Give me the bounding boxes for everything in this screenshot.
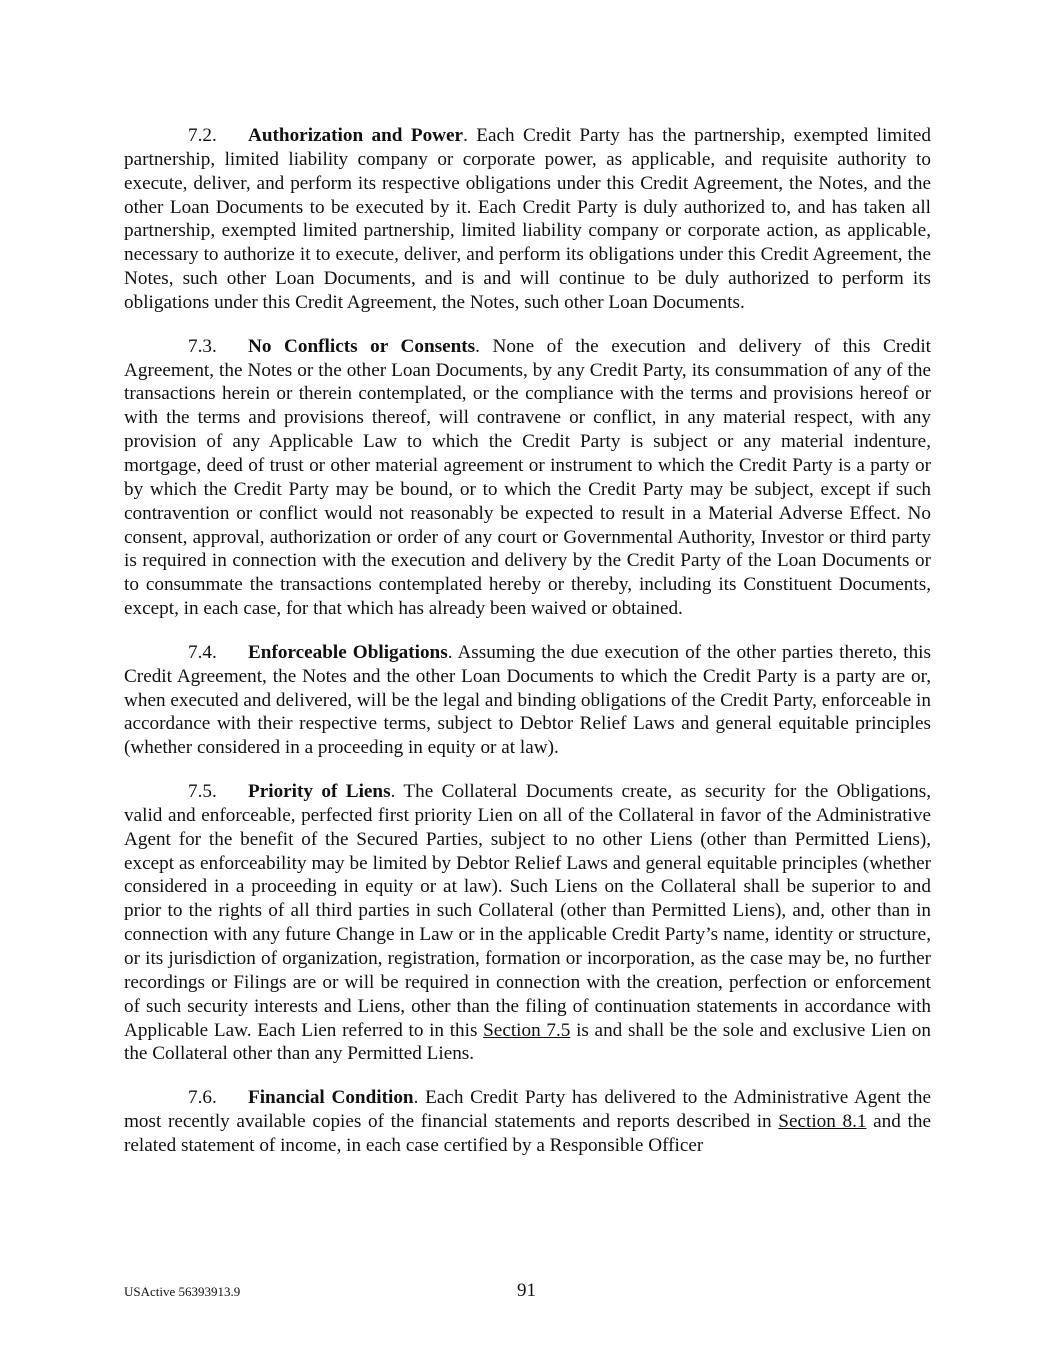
section-7-6 (124, 1086, 931, 1158)
section-cross-reference: Section 8.1 (778, 1111, 867, 1133)
section-heading: Financial Condition (248, 1087, 414, 1109)
footer-document-id: USActive 56393913.9 (124, 1284, 241, 1299)
section-number: 7.2. (188, 125, 217, 146)
section-7-5 (124, 780, 931, 1066)
section-7-2 (124, 124, 931, 315)
section-heading: Priority of Liens (248, 781, 391, 803)
section-number: 7.3. (188, 335, 217, 357)
footer-page-number: 91 (517, 1280, 536, 1301)
section-heading: Authorization and Power (248, 125, 464, 146)
section-7-3 (124, 335, 931, 621)
page-body (124, 124, 931, 1178)
section-heading: No Conflicts or Consents (248, 335, 476, 357)
section-text: . None of the execution and delivery of this Credit Agreement, the Notes or the other Loan Documents, by any Credit Party, its consummation of any of the transactions herein or therein contemplated, or the compliance with the terms and provisions hereof or with the terms and provisions thereof, will contravene or conflict, in any material respect, with any provision of any Applicable Law to which the Credit Party is subject or any material indenture, mortgage, deed of trust or other material agreement or instrument to which the Credit Party is a party or by which the Credit Party may be bound, or to which the Credit Party may be subject, except if such contravention or conflict would not reasonably be expected to result in a Material Adverse Effect. No consent, approval, authorization or order of any court or Governmental Authority, Investor or third party is required in connection with the execution and delivery by the Credit Party of the Loan Documents or to consummate the transactions contemplated hereby or thereby, including its Constituent Documents, except, in each case, for that which has already been waived or obtained. (124, 335, 931, 620)
section-number: 7.5. (188, 781, 217, 803)
section-text-continued: is and shall be the sole and exclusive Lien on the Collateral other than any Permitted Liens. (124, 1019, 931, 1065)
section-text: . Each Credit Party has the partnership, exempted limited partnership, limited liability company or corporate power, as applicable, and requisite authority to execute, deliver, and perform its respective obligations under this Credit Agreement, the Notes, and the other Loan Documents to be executed by it. Each Credit Party is duly authorized to, and has taken all partnership, exempted limited partnership, limited liability company or corporate action, as applicable, necessary to authorize it to execute, deliver, and perform its obligations under this Credit Agreement, the Notes, such other Loan Documents, and is and will continue to be duly authorized to perform its obligations under this Credit Agreement, the Notes, such other Loan Documents. (124, 125, 931, 313)
section-text-continued: and the related statement of income, in each case certified by a Responsible Officer (124, 1111, 931, 1156)
section-7-4 (124, 641, 931, 760)
section-number: 7.4. (188, 641, 217, 663)
section-heading: Enforceable Obligations (248, 641, 448, 663)
section-cross-reference: Section 7.5 (483, 1019, 571, 1041)
section-text: . Assuming the due execution of the other parties thereto, this Credit Agreement, the Notes and the other Loan Documents to which the Credit Party is a party are or, when executed and delivered, will be the legal and binding obligations of the Credit Party, enforceable in accordance with their respective terms, subject to Debtor Relief Laws and general equitable principles (whether considered in a proceeding in equity or at law). (124, 641, 931, 759)
section-text: . The Collateral Documents create, as security for the Obligations, valid and enforceable, perfected first priority Lien on all of the Collateral in favor of the Administrative Agent for the benefit of the Secured Parties, subject to no other Liens (other than Permitted Liens), except as enforceability may be limited by Debtor Relief Laws and general equitable principles (whether considered in a proceeding in equity or at law). Such Liens on the Collateral shall be superior to and prior to the rights of all third parties in such Collateral (other than Permitted Liens), and, other than in connection with any future Change in Law or in the applicable Credit Party’s name, identity or structure, or its jurisdiction of organization, registration, formation or incorporation, as the case may be, no further recordings or Filings are or will be required in connection with the creation, perfection or enforcement of such security interests and Liens, other than the filing of continuation statements in accordance with Applicable Law. Each Lien referred to in this (124, 781, 931, 1041)
section-number: 7.6. (188, 1087, 217, 1109)
section-text: . Each Credit Party has delivered to the Administrative Agent the most recently available copies of the financial statements and reports described in (124, 1087, 932, 1133)
